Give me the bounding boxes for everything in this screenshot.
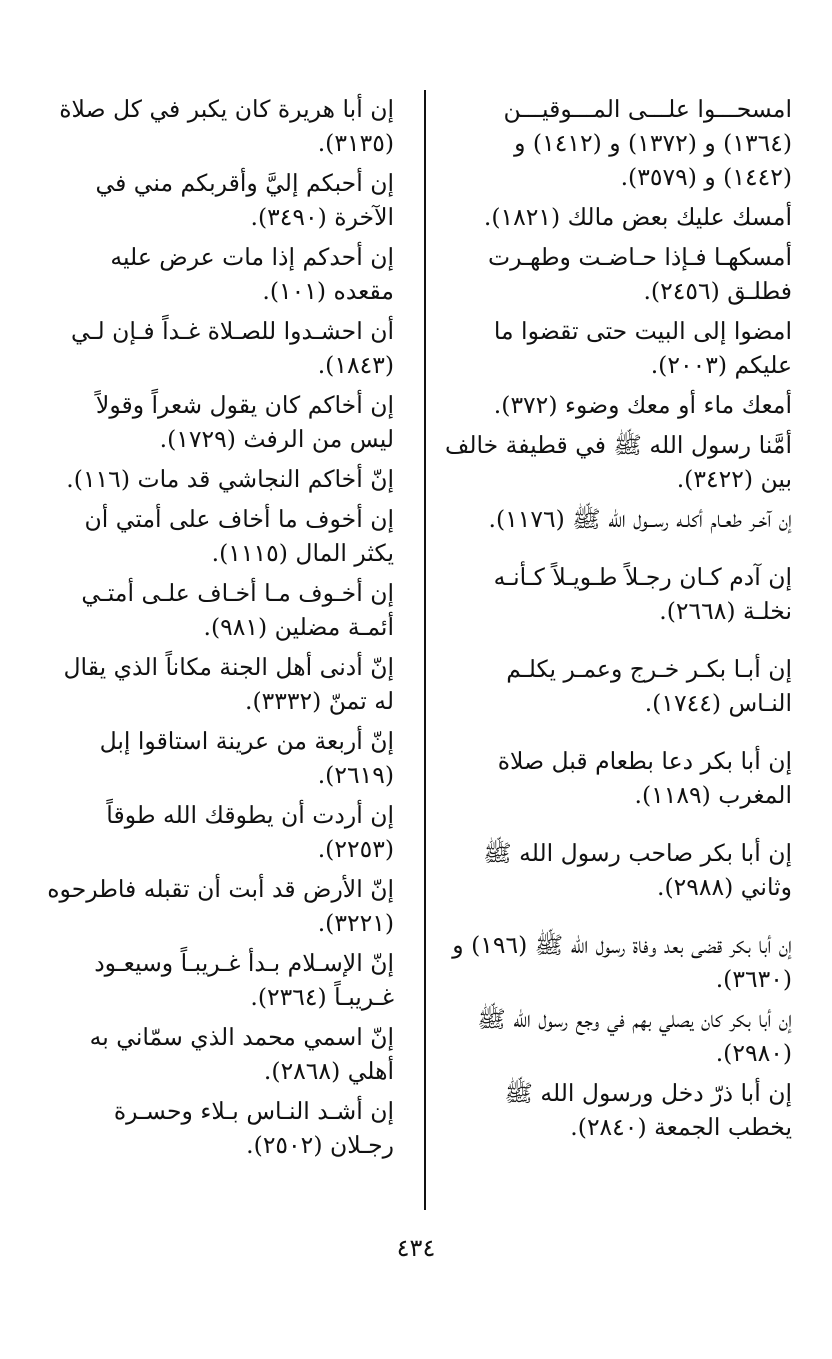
- right-index-column: [442, 92, 792, 1150]
- index-entry: إن أخاكم كان يقول شعراً وقولاً ليس من الرفث (١٧٢٩).: [95, 391, 394, 453]
- index-entry: امضوا إلى البيت حتى تقضوا ما عليكم (٢٠٠٣).: [493, 317, 792, 379]
- index-entry: إن آدم كـان رجـلاً طـويـلاً كـأنـه نخلـة (٢٦٦٨).: [493, 563, 792, 625]
- left-index-column: [46, 92, 394, 1168]
- index-entry: إنّ اسمي محمد الذي سمّاني به أهلي (٢٨٦٨).: [89, 1023, 394, 1085]
- index-entry: امسحـــوا علـــى المـــوقيـــن (١٣٦٤) و (١٣٧٢) و (١٤١٢) و (١٤٤٢) و (٣٥٧٩).: [503, 95, 792, 191]
- index-entry: إن أبا بكر دعا بطعام قبل صلاة المغرب (١١٨٩).: [497, 747, 792, 809]
- index-entry: إن أخوف ما أخاف على أمتي أن يكثر المال (١١١٥).: [84, 505, 394, 567]
- index-entry: إنّ الإسـلام بـدأ غـريبـاً وسيعـود غـريبـاً (٢٣٦٤).: [94, 949, 394, 1011]
- index-entry: إن أخـوف مـا أخـاف علـى أمتـي أئمـة مضلين (٩٨١).: [81, 579, 394, 641]
- index-entry: إن آخـر طعـام أكلـه رســول الله ﷺ (١١٧٦).: [488, 505, 792, 533]
- index-entry: إنّ أدنى أهل الجنة مكاناً الذي يقال له تمنّ (٣٣٣٢).: [63, 653, 394, 715]
- index-entry: أمعك ماء أو معك وضوء (٣٧٢).: [493, 391, 792, 419]
- index-entry: إن أردت أن يطوقك الله طوقاً (٢٢٥٣).: [106, 801, 394, 863]
- column-divider: [424, 90, 426, 1210]
- index-entry: إن أبا بكر صاحب رسول الله ﷺ وثاني (٢٩٨٨).: [483, 839, 792, 901]
- index-entry: إن أبا بكر كان يصلي بهم في وجع رسول الله ﷺ (٢٩٨٠).: [477, 1005, 792, 1067]
- index-entry: أمسكهـا فـإذا حـاضـت وطهـرت فطلـق (٢٤٥٦).: [488, 243, 792, 305]
- index-entry: إن أشـد النـاس بـلاء وحسـرة رجـلان (٢٥٠٢).: [113, 1097, 394, 1159]
- index-entry: أن احشـدوا للصـلاة غـداً فـإن لـي (١٨٤٣).: [71, 317, 394, 379]
- index-entry: إن أبا ذرّ دخل ورسول الله ﷺ يخطب الجمعة (٢٨٤٠).: [504, 1079, 792, 1141]
- index-entry: إن أبـا بكـر خـرج وعمـر يكلـم النـاس (١٧٤٤).: [506, 655, 792, 717]
- index-entry: إن أحدكم إذا مات عرض عليه مقعده (١٠١).: [110, 243, 394, 305]
- index-entry: إن أبا هريرة كان يكبر في كل صلاة (٣١٣٥).: [59, 95, 394, 157]
- index-entry: إن أحبكم إليَّ وأقربكم مني في الآخرة (٣٤٩٠).: [95, 169, 394, 231]
- index-entry: إنّ أربعة من عرينة استاقوا إبل (٢٦١٩).: [99, 727, 394, 789]
- index-entry: أمَّنا رسول الله ﷺ في قطيفة خالف بين (٣٤٢٢).: [445, 431, 792, 493]
- page-number: ٤٣٤: [396, 1234, 436, 1262]
- index-entry: أمسك عليك بعض مالك (١٨٢١).: [483, 203, 792, 231]
- index-entry: إن أبا بكر قضى بعد وفاة رسول الله ﷺ (١٩٦) و (٣٦٣٠).: [452, 931, 792, 993]
- index-entry: إنّ الأرض قد أبت أن تقبله فاطرحوه (٣٢٢١).: [47, 875, 394, 937]
- index-entry: إنّ أخاكم النجاشي قد مات (١١٦).: [66, 465, 394, 493]
